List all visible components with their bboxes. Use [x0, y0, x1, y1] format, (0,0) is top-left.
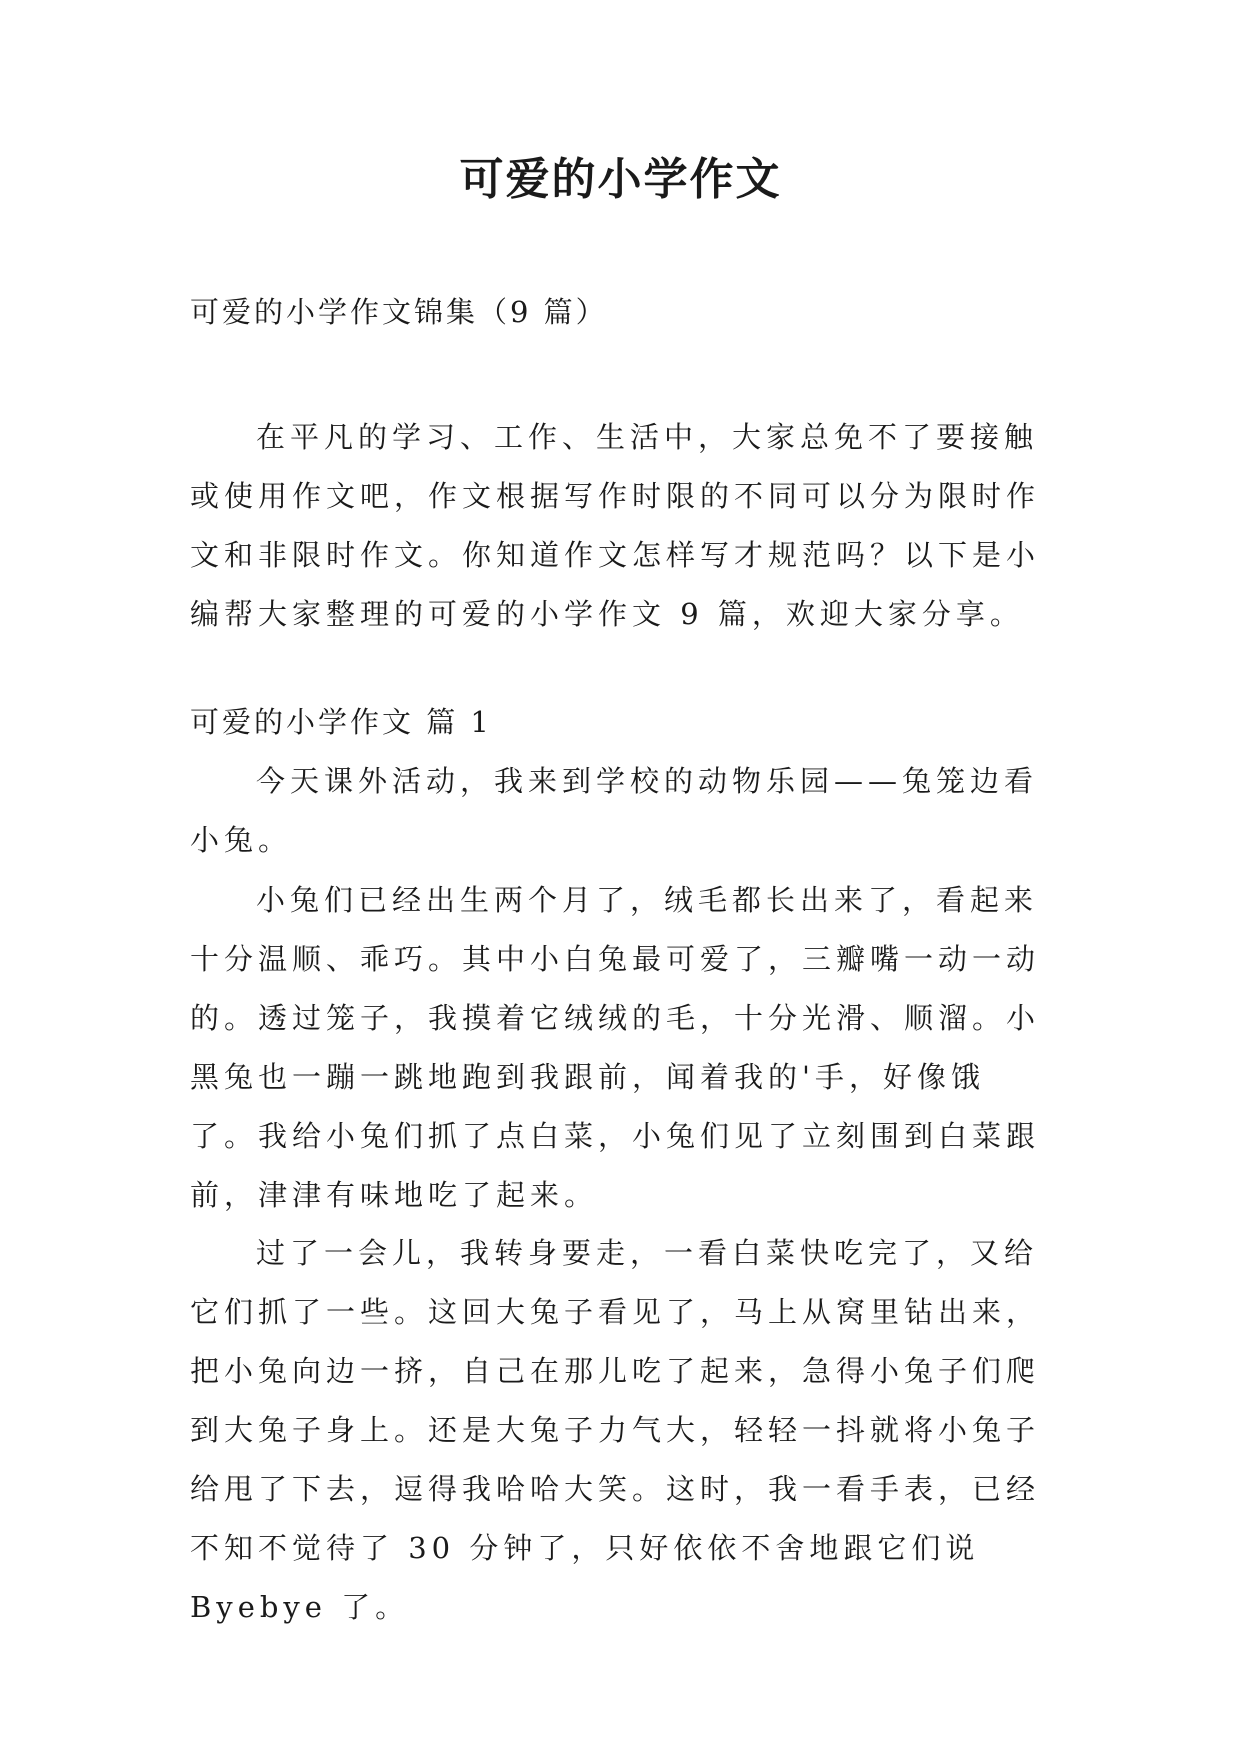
body-paragraph: 今天课外活动，我来到学校的动物乐园——兔笼边看小兔。: [190, 764, 1039, 857]
document-subtitle: 可爱的小学作文锦集（9 篇）: [190, 295, 608, 329]
body-paragraph: 小兔们已经出生两个月了，绒毛都长出来了，看起来十分温顺、乖巧。其中小白兔最可爱了，三瓣嘴一动一动的。透过笼子，我摸着它绒绒的毛，十分光滑、顺溜。小黑兔也一蹦一跳地跑到我跟前，闻着我的'手，好像饿了。我给小兔们抓了点白菜，小兔们见了立刻围到白菜跟前，津津有味地吃了起来。: [190, 883, 1041, 1212]
document-title: 可爱的小学作文: [459, 154, 782, 205]
section-heading: 可爱的小学作文 篇 1: [190, 705, 492, 739]
intro-paragraph: 在平凡的学习、工作、生活中，大家总免不了要接触或使用作文吧，作文根据写作时限的不同可以分为限时作文和非限时作文。你知道作文怎样写才规范吗？以下是小编帮大家整理的可爱的小学作文 9 篇，欢迎大家分享。: [190, 420, 1041, 631]
body-paragraph: 过了一会儿，我转身要走，一看白菜快吃完了，又给它们抓了一些。这回大兔子看见了，马上从窝里钻出来，把小兔向边一挤，自己在那儿吃了起来，急得小兔子们爬到大兔子身上。还是大兔子力气大，轻轻一抖就将小兔子给甩了下去，逗得我哈哈大笑。这时，我一看手表，已经不知不觉待了 30 分钟了，只好依依不舍地跟它们说 Byebye 了。: [190, 1236, 1041, 1624]
